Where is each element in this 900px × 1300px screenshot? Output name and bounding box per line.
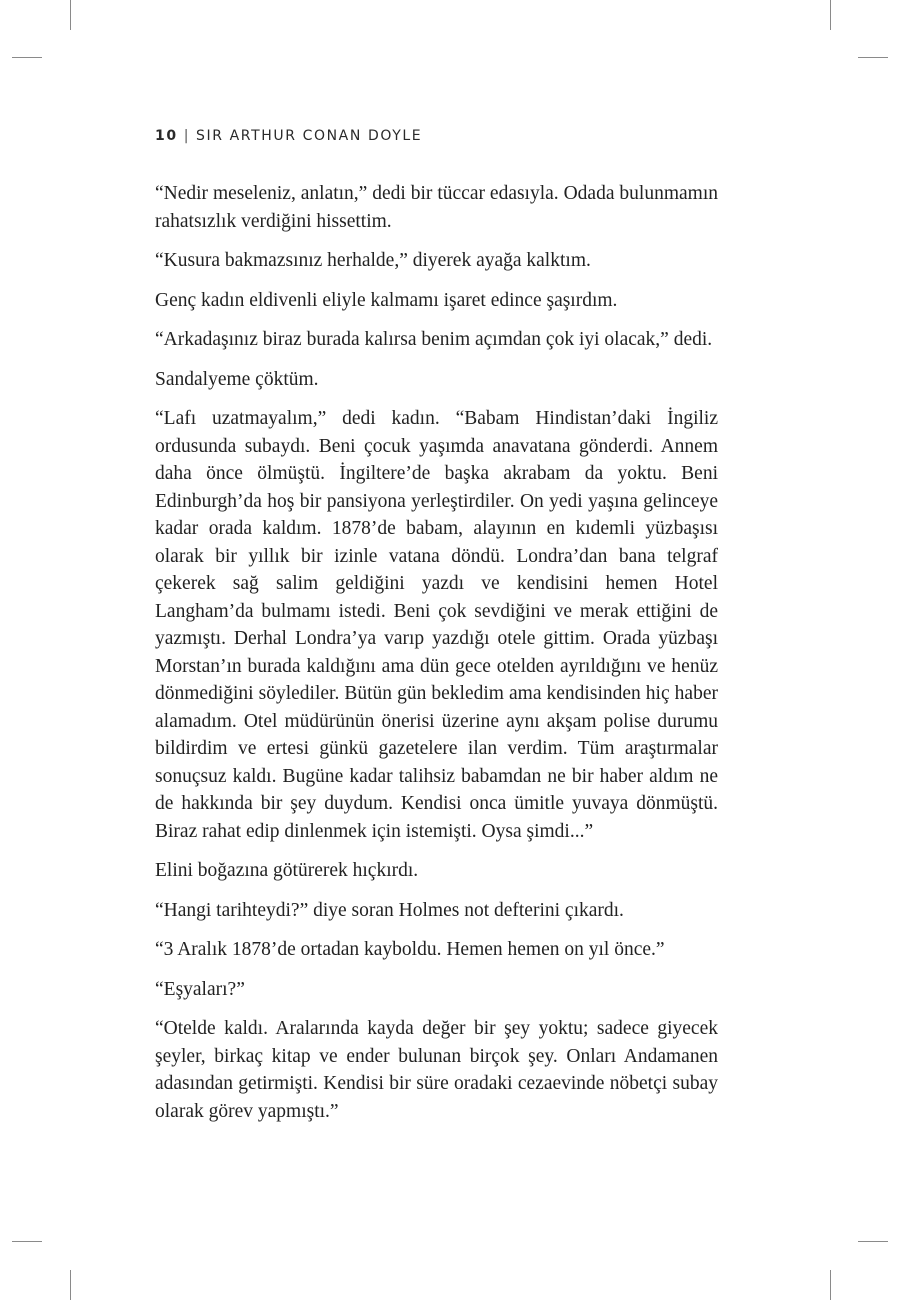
paragraph: “Lafı uzatmayalım,” dedi kadın. “Babam Hindistan’daki İngiliz ordusunda subaydı. Beni çocuk yaşımda anavatana gönderdi. Annem daha önce ölmüştü. İngiltere’de başka akrabam da yoktu. Beni Edinburgh’da hoş bir pansiyona yerleştirdiler. On yedi yaşına gelinceye kadar orada kaldım. 1878’de babam, alayının en kıdemli yüzbaşısı olarak bir yıllık bir izinle vatana döndü. Londra’dan bana telgraf çekerek sağ salim geldiğini yazdı ve kendisini hemen Hotel Langham’da bulmamı istedi. Beni çok sevdiğini ve merak ettiğini de yazmıştı. Derhal Londra’ya varıp yazdığı otele gittim. Orada yüzbaşı Morstan’ın burada kaldığını ama dün gece otelden ayrıldığını ve henüz dönmediğini söylediler. Bütün gün bekledim ama kendisinden hiç haber alamadım. Otel müdürünün önerisi üzerine aynı akşam polise durumu bildirdim ve ertesi günkü gazetelere ilan verdim. Tüm araştırmalar sonuçsuz kaldı. Bugüne kadar talihsiz babamdan ne bir haber aldım ne de hakkında bir şey duydum. Kendisi onca ümitle yuvaya dönmüştü. Biraz rahat edip dinlenmek için istemişti. Oysa şimdi...” — [155, 408, 718, 842]
page-number: 10 — [155, 128, 178, 144]
paragraph: Genç kadın eldivenli eliyle kalmamı işaret edince şaşırdım. — [155, 289, 618, 311]
paragraph: “Kusura bakmazsınız herhalde,” diyerek ayağa kalktım. — [155, 250, 591, 271]
crop-mark-bottom-left-horizontal — [12, 1241, 42, 1242]
body-text — [155, 180, 718, 1137]
paragraph: Elini boğazına götürerek hıçkırdı. — [155, 860, 419, 881]
paragraph: “Arkadaşınız biraz burada kalırsa benim açımdan çok iyi olacak,” dedi. — [155, 329, 713, 350]
crop-mark-bottom-left-vertical — [70, 1270, 71, 1300]
author-name: SIR ARTHUR CONAN DOYLE — [196, 128, 423, 144]
crop-mark-top-right-horizontal — [858, 57, 888, 58]
header-separator: | — [183, 128, 191, 144]
paragraph: “3 Aralık 1878’de ortadan kayboldu. Hemen hemen on yıl önce.” — [155, 939, 665, 960]
paragraph: “Otelde kaldı. Aralarında kayda değer bir şey yoktu; sadece giyecek şeyler, birkaç kitap ve ender bulunan birçok şey. Onları Andamanen adasından getirmişti. Kendisi bir süre oradaki cezaevinde nöbetçi subay olarak görev yapmıştı.” — [155, 1018, 718, 1122]
crop-mark-top-left-vertical — [70, 0, 71, 30]
crop-mark-bottom-right-horizontal — [858, 1241, 888, 1242]
paragraph: “Eşyaları?” — [155, 978, 245, 1000]
paragraph: “Hangi tarihteydi?” diye soran Holmes not defterini çıkardı. — [155, 899, 624, 921]
running-header — [155, 128, 422, 144]
crop-mark-top-left-horizontal — [12, 57, 42, 58]
paragraph: Sandalyeme çöktüm. — [155, 368, 319, 390]
paragraph: “Nedir meseleniz, anlatın,” dedi bir tüccar edasıyla. Odada bulunmamın rahatsızlık verdiğini hissettim. — [155, 183, 718, 232]
crop-mark-top-right-vertical — [830, 0, 831, 30]
crop-mark-bottom-right-vertical — [830, 1270, 831, 1300]
